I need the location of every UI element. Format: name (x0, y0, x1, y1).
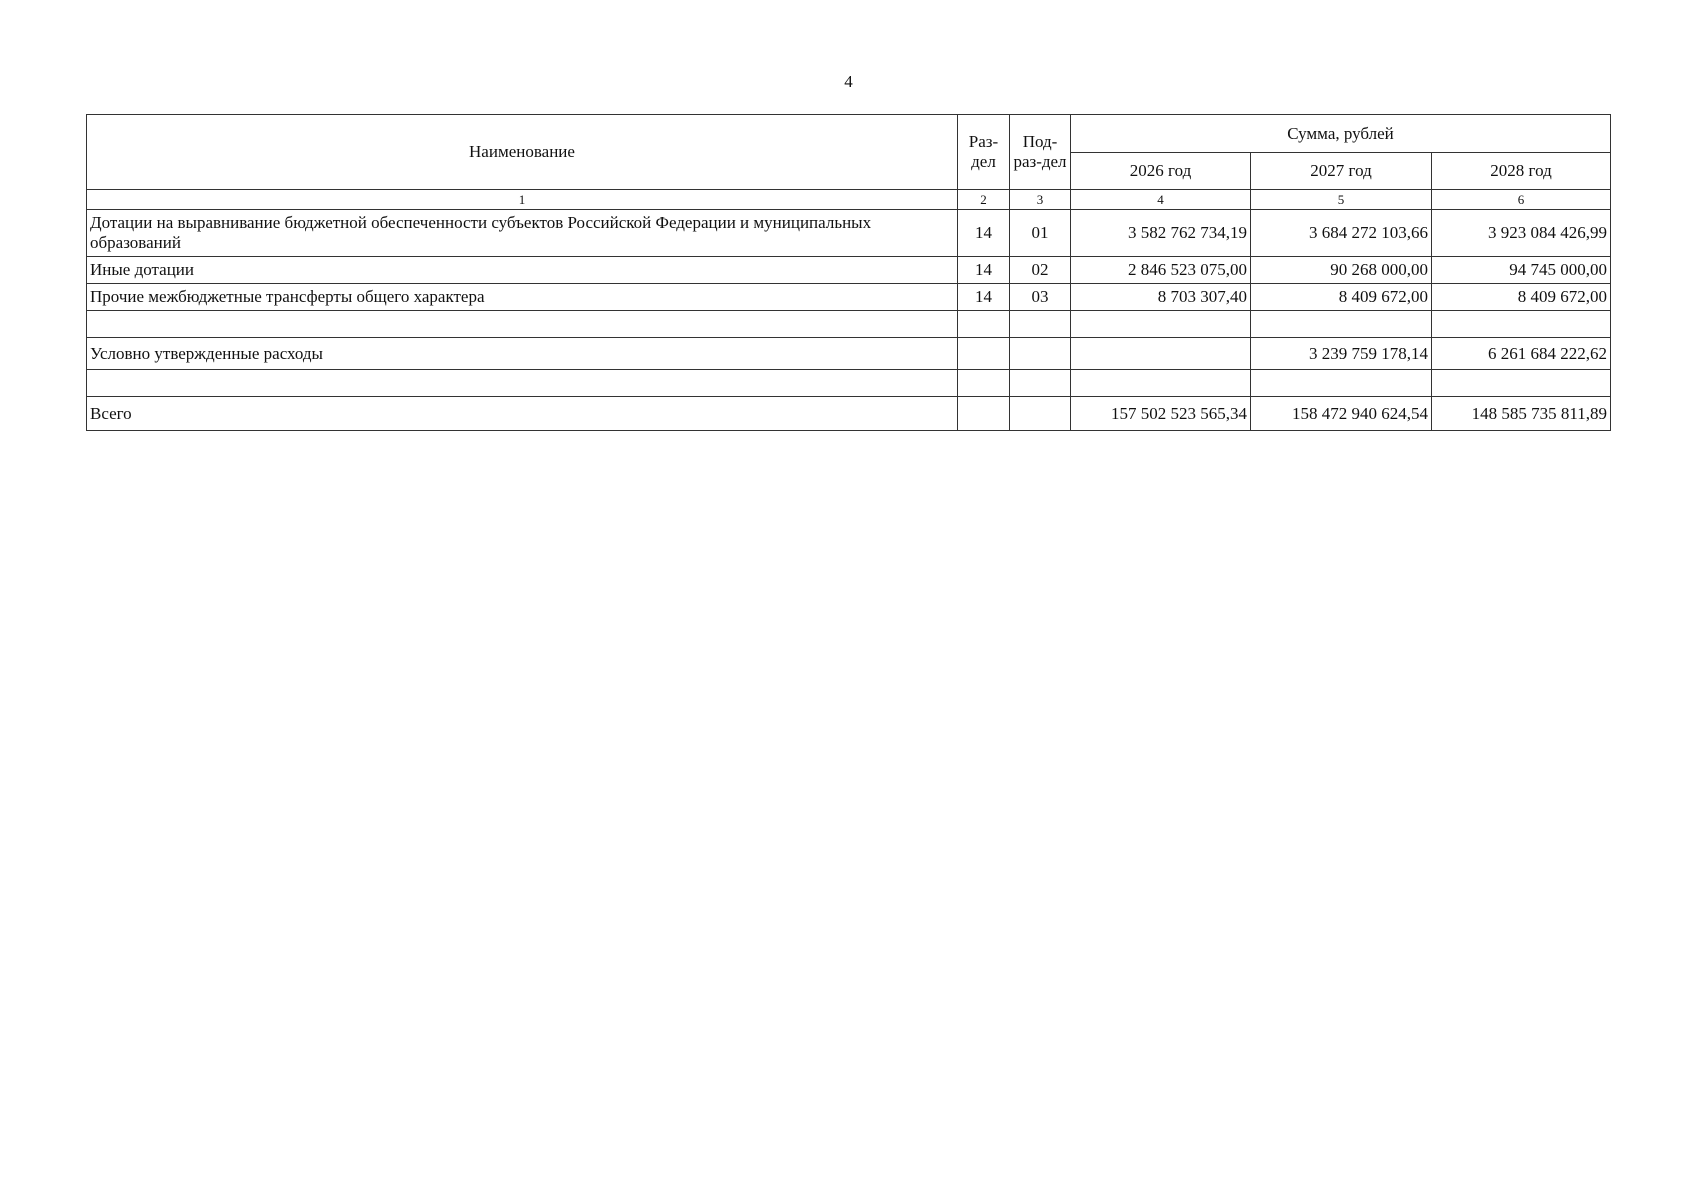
row-section: 14 (958, 257, 1010, 284)
header-subsection: Под-раз-дел (1010, 115, 1071, 190)
total-name: Всего (87, 397, 958, 431)
header-year-2026: 2026 год (1071, 153, 1251, 190)
row-subsection: 03 (1010, 284, 1071, 311)
row-amount-2026: 3 582 762 734,19 (1071, 210, 1251, 257)
page-number: 4 (844, 72, 853, 91)
column-number: 5 (1251, 190, 1432, 210)
empty-cell (958, 311, 1010, 338)
table-row (87, 210, 1611, 257)
header-name: Наименование (87, 115, 958, 190)
empty-cell (958, 370, 1010, 397)
row-section: 14 (958, 210, 1010, 257)
conditional-amount-2027: 3 239 759 178,14 (1251, 338, 1432, 370)
empty-row (87, 370, 1611, 397)
total-amount-2028: 148 585 735 811,89 (1432, 397, 1611, 431)
row-amount-2026: 8 703 307,40 (1071, 284, 1251, 311)
row-amount-2027: 3 684 272 103,66 (1251, 210, 1432, 257)
conditional-amount-2028: 6 261 684 222,62 (1432, 338, 1611, 370)
column-number: 1 (87, 190, 958, 210)
total-amount-2026: 157 502 523 565,34 (1071, 397, 1251, 431)
row-amount-2026: 2 846 523 075,00 (1071, 257, 1251, 284)
empty-cell (958, 338, 1010, 370)
row-amount-2028: 3 923 084 426,99 (1432, 210, 1611, 257)
column-number-row (87, 190, 1611, 210)
empty-cell (1251, 370, 1432, 397)
table-row (87, 284, 1611, 311)
header-year-2027: 2027 год (1251, 153, 1432, 190)
empty-cell (1010, 338, 1071, 370)
column-number: 6 (1432, 190, 1611, 210)
row-amount-2027: 8 409 672,00 (1251, 284, 1432, 311)
empty-cell (1010, 370, 1071, 397)
header-row-top (87, 115, 1611, 153)
total-amount-2027: 158 472 940 624,54 (1251, 397, 1432, 431)
header-year-2028: 2028 год (1432, 153, 1611, 190)
header-section: Раз-дел (958, 115, 1010, 190)
row-amount-2028: 94 745 000,00 (1432, 257, 1611, 284)
empty-cell (1251, 311, 1432, 338)
row-subsection: 02 (1010, 257, 1071, 284)
row-section: 14 (958, 284, 1010, 311)
conditional-expenses-row (87, 338, 1611, 370)
empty-cell (1432, 311, 1611, 338)
conditional-amount-2026 (1071, 338, 1251, 370)
column-number: 3 (1010, 190, 1071, 210)
empty-cell (1071, 311, 1251, 338)
row-name: Прочие межбюджетные трансферты общего характера (87, 284, 958, 311)
empty-cell (1010, 311, 1071, 338)
empty-cell (87, 311, 958, 338)
row-name: Дотации на выравнивание бюджетной обеспеченности субъектов Российской Федерации и муниципальных образований (87, 210, 958, 257)
row-subsection: 01 (1010, 210, 1071, 257)
header-sum-group: Сумма, рублей (1071, 115, 1611, 153)
empty-row (87, 311, 1611, 338)
column-number: 2 (958, 190, 1010, 210)
row-amount-2027: 90 268 000,00 (1251, 257, 1432, 284)
empty-cell (1071, 370, 1251, 397)
empty-cell (1432, 370, 1611, 397)
empty-cell (1010, 397, 1071, 431)
row-amount-2028: 8 409 672,00 (1432, 284, 1611, 311)
row-name: Иные дотации (87, 257, 958, 284)
conditional-name: Условно утвержденные расходы (87, 338, 958, 370)
empty-cell (958, 397, 1010, 431)
table-row (87, 257, 1611, 284)
column-number: 4 (1071, 190, 1251, 210)
total-row (87, 397, 1611, 431)
empty-cell (87, 370, 958, 397)
budget-table (86, 114, 1611, 431)
